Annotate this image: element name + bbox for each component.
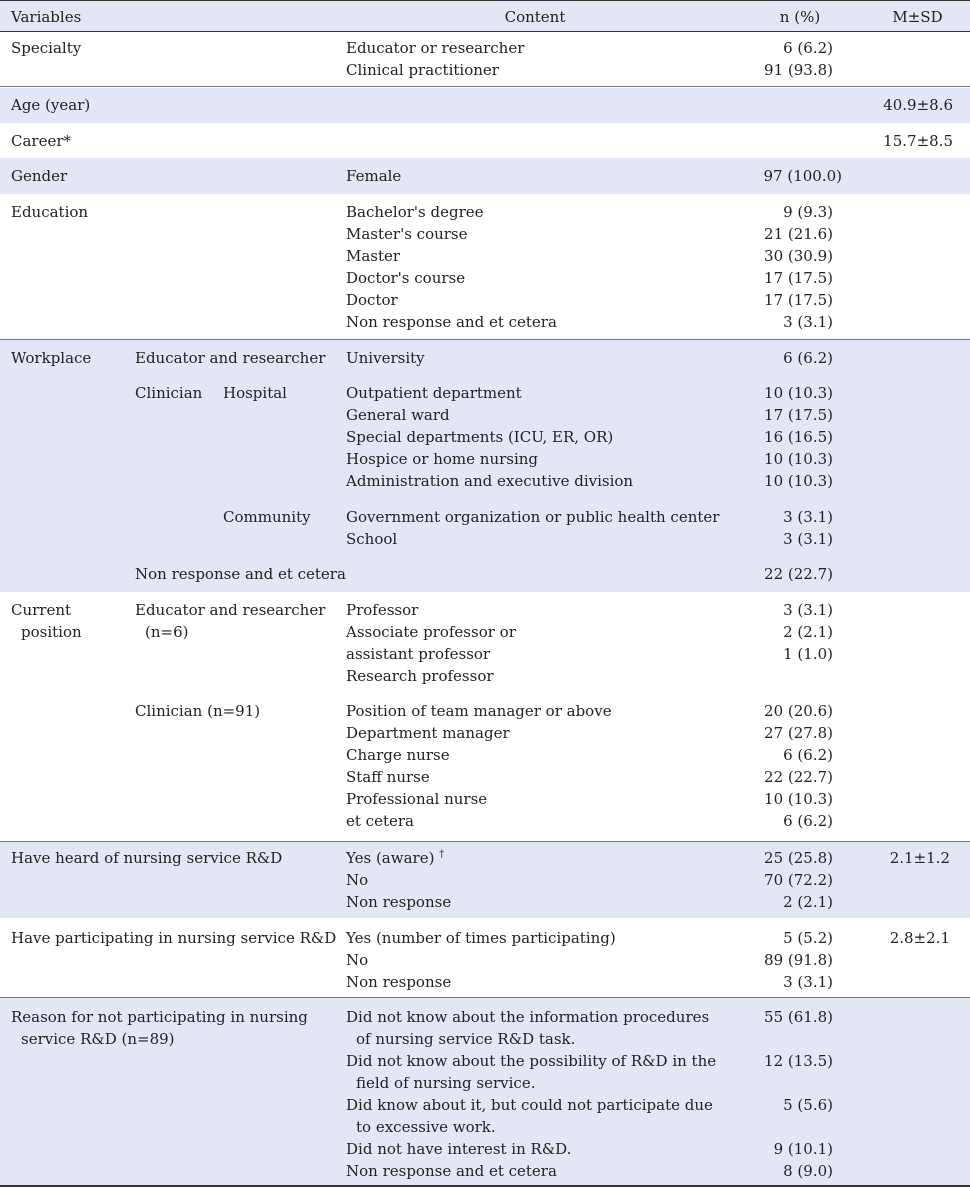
row-label: position [21, 623, 82, 641]
sub-label: (n=6) [145, 623, 189, 641]
content-cell: Position of team manager or above [346, 702, 612, 720]
content-cell: School [346, 530, 398, 548]
n-cell: 22 (22.7) [764, 565, 833, 583]
row-reason [0, 998, 970, 1185]
content-cell: Special departments (ICU, ER, OR) [346, 428, 614, 446]
n-cell: 30 (30.9) [764, 247, 833, 265]
content-cell: Did know about it, but could not participate due [346, 1096, 713, 1114]
content-cell: No [346, 951, 369, 969]
n-cell: 10 (10.3) [764, 450, 833, 468]
content-cell: Hospice or home nursing [346, 450, 539, 468]
content-cell: Did not know about the possibility of R&D in the [346, 1052, 717, 1070]
content-cell: Government organization or public health center [346, 508, 720, 526]
header-n-percent: n (%) [779, 8, 821, 26]
content-cell: assistant professor [346, 645, 491, 663]
content-cell: field of nursing service. [356, 1074, 536, 1092]
row-career [0, 123, 970, 158]
n-cell: 6 (6.2) [783, 746, 833, 764]
row-label: Workplace [11, 349, 92, 367]
sub-label: Non response and et cetera [135, 565, 346, 583]
n-cell: 10 (10.3) [764, 790, 833, 808]
n-cell: 17 (17.5) [764, 291, 833, 309]
n-cell: 16 (16.5) [764, 428, 833, 446]
n-cell: 2 (2.1) [783, 893, 833, 911]
sub-label: Educator and researcher [135, 601, 326, 619]
n-cell: 3 (3.1) [783, 313, 833, 331]
row-label: Career* [11, 132, 72, 150]
n-cell: 10 (10.3) [764, 384, 833, 402]
content-cell: Female [346, 167, 402, 185]
msd-cell: 40.9±8.6 [883, 96, 953, 114]
content-cell: Doctor's course [346, 269, 466, 287]
content-cell: Associate professor or [346, 623, 516, 641]
n-cell: 10 (10.3) [764, 472, 833, 490]
msd-cell: 15.7±8.5 [883, 132, 953, 150]
content-cell [346, 847, 444, 869]
sub-label: Educator and researcher [135, 349, 326, 367]
n-cell: 2 (2.1) [783, 623, 833, 641]
content-text: Yes (aware) [346, 849, 435, 867]
content-cell: No [346, 871, 369, 889]
n-cell: 5 (5.2) [783, 929, 833, 947]
sub-label: Clinician (n=91) [135, 702, 261, 720]
n-cell: 22 (22.7) [764, 768, 833, 786]
content-cell: Did not know about the information procedures [346, 1008, 710, 1026]
content-cell: Yes (number of times participating) [346, 929, 616, 947]
n-cell: 6 (6.2) [783, 39, 833, 57]
row-label: Specialty [11, 39, 82, 57]
row-workplace [0, 340, 970, 592]
n-cell: 25 (25.8) [764, 849, 833, 867]
content-cell: et cetera [346, 812, 414, 830]
row-label: Have heard of nursing service R&D [11, 849, 283, 867]
content-cell: General ward [346, 406, 450, 424]
content-cell: of nursing service R&D task. [356, 1030, 576, 1048]
row-label: Reason for not participating in nursing [11, 1008, 308, 1026]
content-cell: Bachelor's degree [346, 203, 484, 221]
n-cell: 3 (3.1) [783, 530, 833, 548]
header-content: Content [504, 8, 566, 26]
n-cell: 6 (6.2) [783, 349, 833, 367]
row-have-participating [0, 918, 970, 998]
n-cell: 3 (3.1) [783, 973, 833, 991]
content-cell: Research professor [346, 667, 494, 685]
sub-label: Clinician [135, 384, 203, 402]
content-cell: Outpatient department [346, 384, 522, 402]
n-cell: 3 (3.1) [783, 508, 833, 526]
content-cell: Department manager [346, 724, 510, 742]
content-cell: Non response and et cetera [346, 1162, 557, 1180]
content-cell: Master's course [346, 225, 468, 243]
n-cell: 21 (21.6) [764, 225, 833, 243]
content-cell: to excessive work. [356, 1118, 496, 1136]
table-header [0, 0, 970, 32]
n-cell: 3 (3.1) [783, 601, 833, 619]
msd-cell: 2.8±2.1 [889, 929, 950, 947]
content-cell: Doctor [346, 291, 398, 309]
n-cell: 5 (5.6) [783, 1096, 833, 1114]
n-cell: 89 (91.8) [764, 951, 833, 969]
row-gender [0, 158, 970, 194]
n-cell: 6 (6.2) [783, 812, 833, 830]
header-msd: M±SD [892, 8, 943, 26]
n-cell: 12 (13.5) [764, 1052, 833, 1070]
content-cell: Non response [346, 973, 452, 991]
content-cell: Staff nurse [346, 768, 430, 786]
n-cell: 17 (17.5) [764, 406, 833, 424]
n-cell: 97 (100.0) [763, 167, 842, 185]
n-cell: 9 (9.3) [783, 203, 833, 221]
content-cell: Non response and et cetera [346, 313, 557, 331]
content-cell: Master [346, 247, 401, 265]
content-cell: Educator or researcher [346, 39, 525, 57]
content-cell: Did not have interest in R&D. [346, 1140, 572, 1158]
n-cell: 1 (1.0) [783, 645, 833, 663]
row-label: Education [11, 203, 89, 221]
row-label: Age (year) [11, 96, 91, 114]
content-cell: Administration and executive division [346, 472, 634, 490]
row-current-position [0, 592, 970, 842]
header-variables: Variables [11, 8, 82, 26]
sub-label: Community [223, 508, 311, 526]
row-specialty [0, 32, 970, 87]
n-cell: 91 (93.8) [764, 61, 833, 79]
row-label: Have participating in nursing service R&D [11, 929, 337, 947]
row-age [0, 88, 970, 123]
n-cell: 17 (17.5) [764, 269, 833, 287]
content-cell: Non response [346, 893, 452, 911]
sub-label: Hospital [223, 384, 287, 402]
row-education [0, 194, 970, 340]
row-label: service R&D (n=89) [21, 1030, 175, 1048]
n-cell: 27 (27.8) [764, 724, 833, 742]
n-cell: 9 (10.1) [773, 1140, 833, 1158]
content-cell: Clinical practitioner [346, 61, 499, 79]
n-cell: 55 (61.8) [764, 1008, 833, 1026]
dagger-footnote-mark: † [439, 849, 445, 860]
msd-cell: 2.1±1.2 [889, 849, 950, 867]
content-cell: Charge nurse [346, 746, 450, 764]
row-label: Current [11, 601, 72, 619]
n-cell: 8 (9.0) [783, 1162, 833, 1180]
row-label: Gender [11, 167, 68, 185]
content-cell: University [346, 349, 425, 367]
row-have-heard [0, 842, 970, 918]
n-cell: 20 (20.6) [764, 702, 833, 720]
n-cell: 70 (72.2) [764, 871, 833, 889]
content-cell: Professional nurse [346, 790, 488, 808]
content-cell: Professor [346, 601, 419, 619]
